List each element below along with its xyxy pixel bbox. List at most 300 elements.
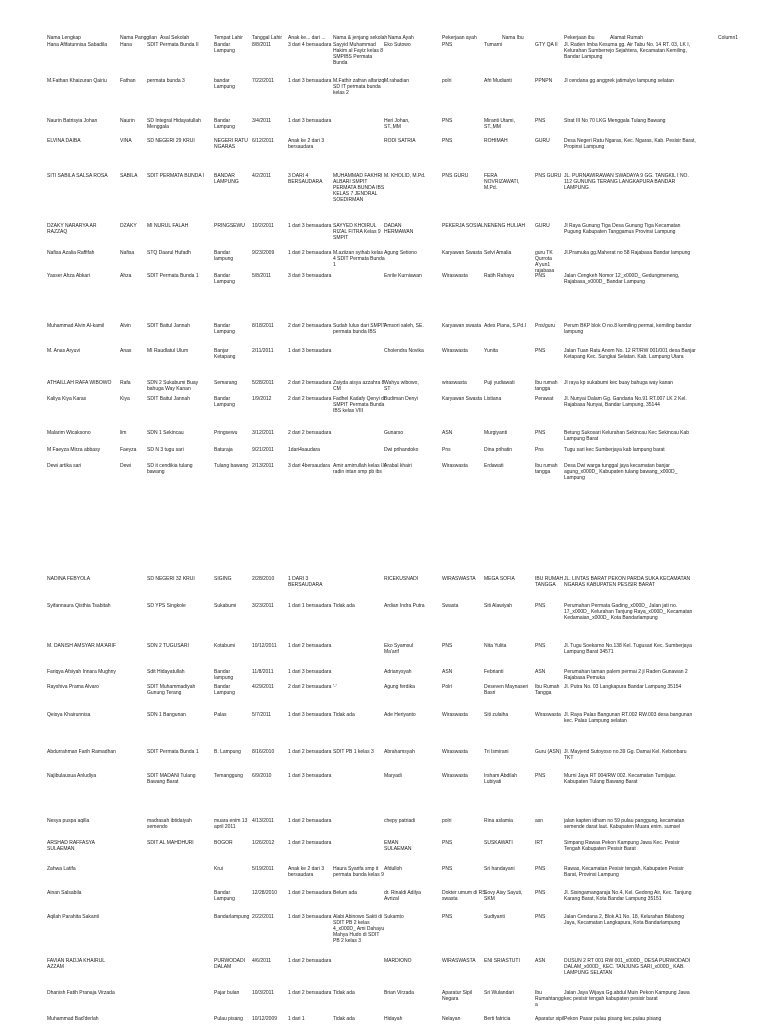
cell-alamat-rumah: Tugu sari kec Sumberjaya kab lampung barat	[564, 447, 665, 453]
cell-anak-ke: 1 dari 3 bersaudara	[288, 118, 332, 124]
cell-tanggal-lahir: 1/26/2012	[252, 840, 275, 846]
cell-nama-panggilan: Rafa	[120, 380, 131, 386]
cell-nama-lengkap: M. Anas Aryuvi	[47, 348, 81, 354]
cell-tempat-lahir: Pringsewu	[214, 430, 238, 436]
cell-pekerjaan-ibu: GTY QA II	[535, 42, 558, 48]
cell-asal-sekolah: SDN 2 Sukabumi Buay bahuga Way Kanan	[147, 380, 199, 392]
cell-anak-ke: 1 dari 3 bersaudara	[288, 348, 332, 354]
cell-tanggal-lahir: 2/28/2010	[252, 576, 275, 582]
cell-asal-sekolah: STQ Daarul Hufadh	[147, 250, 191, 256]
cell-anak-ke: 3 DARI 4 BERSAUDARA	[288, 173, 323, 185]
cell-alamat-rumah: Jalan Cendana 2, Blok A1 No. 18, Kelurahan Bilabong Jaya, Kecamatan Langkapura, Kota Bandarlampung	[564, 914, 685, 926]
cell-nama-lengkap: M Faeyza Mirza abbasy	[47, 447, 101, 453]
cell-pekerjaan-ibu: PNS	[535, 914, 546, 920]
cell-asal-sekolah: SDIT Baitul Jannah	[147, 396, 190, 402]
cell-tempat-lahir: Semarang	[214, 380, 238, 386]
cell-asal-sekolah: SDN 1 Sekincau	[147, 430, 184, 436]
cell-nama-ibu: FERA NOVRIZAWATI, M.Pd.	[484, 173, 520, 191]
cell-asal-sekolah: SD Integral Hidayatullah Menggala	[147, 118, 201, 130]
cell-tempat-lahir: BOGOR	[214, 840, 233, 846]
cell-asal-sekolah: SDN 1 Bangunan	[147, 712, 186, 718]
cell-pekerjaan-ibu: PPNPN	[535, 78, 553, 84]
cell-pekerjaan-ayah: Karyawan Swasta	[442, 396, 483, 402]
cell-pekerjaan-ayah: Swasta	[442, 603, 459, 609]
cell-saudara: Sudah lulus dari SMPIT permata bunda IBS	[333, 323, 386, 335]
cell-pekerjaan-ibu: PNS	[535, 773, 546, 779]
cell-nama-ayah: MARDIONO	[384, 958, 412, 964]
cell-pekerjaan-ibu: ASN	[535, 958, 546, 964]
cell-saudara: Fadhel Kadafy Qenyi di SMPIT Permata Bunda IBS kelas VIII	[333, 396, 385, 414]
cell-tempat-lahir: Temanggung	[214, 773, 243, 779]
cell-nama-ibu: Tumarni	[484, 42, 503, 48]
cell-pekerjaan-ayah: Wiraswasta	[442, 463, 468, 469]
cell-pekerjaan-ibu: IBU RUMAH TANGGA	[535, 576, 564, 588]
cell-alamat-rumah: Jl raya kp sukabumi kec buay bahuga way kanan	[564, 380, 673, 386]
cell-nama-ayah: Adrianysyah	[384, 669, 412, 675]
cell-anak-ke: 1 dari 2 bersaudara	[288, 990, 332, 996]
header-pekerjaan-ibu: Pekerjaan ibu	[564, 35, 595, 41]
cell-nama-ayah: M.rahadian	[384, 78, 410, 84]
cell-pekerjaan-ayah: ASN	[442, 669, 453, 675]
cell-nama-ibu: Sovy Aisy Sayuti, SKM	[484, 890, 523, 902]
cell-nama-ibu: Yunita	[484, 348, 498, 354]
cell-nama-ibu: Selvi Amalia	[484, 250, 512, 256]
cell-nama-lengkap: Yasser Ahza Abkari	[47, 273, 90, 279]
cell-saudara: SDIT PB 1 kelas 3	[333, 749, 374, 755]
cell-tempat-lahir: PURWODADI DALAM	[214, 958, 246, 970]
cell-nama-panggilan: Faeyza	[120, 447, 137, 453]
cell-tanggal-lahir: 2/13/2011	[252, 463, 274, 469]
cell-nama-ibu: ROHIMAH	[484, 138, 508, 144]
header-nama-ayah: Nama Ayah	[388, 35, 414, 41]
cell-tanggal-lahir: 10/12/2009	[252, 1016, 278, 1022]
cell-nama-lengkap: Fariqya Afsiyah Innara Mughny	[47, 669, 116, 675]
cell-saudara: Tidak ada	[333, 1016, 355, 1022]
header-column1: Column1	[718, 35, 739, 41]
cell-alamat-rumah: Murni Jaya RT 004/RW 002. Kecamatan Tumijajar. Kabupaten Tulang Bawang Barat	[564, 773, 677, 785]
cell-pekerjaan-ibu: Pns	[535, 447, 544, 453]
cell-nama-ayah: Maryadi	[384, 773, 402, 779]
cell-nama-ayah: Agung Setiono	[384, 250, 417, 256]
cell-asal-sekolah: SDIT Permata Bunda II	[147, 42, 199, 48]
cell-alamat-rumah: Perumahan taman palem permai 2 jl Raden Gunawan 2 Rajabasa Pemuka	[564, 669, 688, 681]
cell-nama-ayah: Heri Johan, ST.,MM	[384, 118, 410, 130]
cell-pekerjaan-ayah: PNS	[442, 42, 453, 48]
cell-pekerjaan-ayah: polri	[442, 818, 452, 824]
cell-nama-panggilan: Nafisa	[120, 250, 135, 256]
cell-anak-ke: 1 dari 2 bersaudara	[288, 250, 332, 256]
cell-tempat-lahir: Bandar lampung	[214, 669, 234, 681]
cell-nama-ayah: Wahyu wibowo, ST	[384, 380, 419, 392]
cell-tempat-lahir: Palas	[214, 712, 227, 718]
header-tanggal-lahir: Tanggal Lahir	[252, 35, 283, 41]
cell-anak-ke: 3 dari 4 bersaudara	[288, 42, 332, 48]
cell-nama-ibu: Erdawati	[484, 463, 504, 469]
cell-tempat-lahir: Pulau pisang	[214, 1016, 243, 1022]
cell-tanggal-lahir: 3/4/2011	[252, 118, 272, 124]
cell-alamat-rumah: Jalan Jaya Wijaya Gg.abdul Muin Pekon Kampung Jawa kec pesisir tengah kabupaten pesisir barat	[564, 990, 690, 1002]
cell-nama-lengkap: DZAKY NARARYA AR RAZZAQ	[47, 223, 97, 235]
cell-pekerjaan-ayah: Wiraswasta	[442, 273, 468, 279]
cell-nama-lengkap: M.Fathan Khaizuran Qairiu	[47, 78, 107, 84]
cell-anak-ke: 1 dari 2 bersaudara	[288, 749, 332, 755]
cell-saudara: MUHAMMAD FAKHRI ALBARI SMPIT PERMATA BUNDA IBS KELAS 7 JENDRAL SOEDIRMAN	[333, 173, 385, 203]
cell-anak-ke: 1 dari 2 bersaudara	[288, 643, 332, 649]
cell-pekerjaan-ayah: PNS	[442, 914, 453, 920]
cell-nama-ibu: Sri Wulandari	[484, 990, 514, 996]
cell-pekerjaan-ayah: PNS	[442, 643, 453, 649]
cell-nama-ibu: Irsham Abdilah Lubiyati	[484, 773, 518, 785]
cell-nama-ayah: Ade Heriyanto	[384, 712, 416, 718]
cell-pekerjaan-ibu: PNS GURU	[535, 173, 562, 179]
cell-nama-lengkap: Syifannaura Qisthia Tsabitah	[47, 603, 111, 609]
cell-tempat-lahir: B. Lampung	[214, 749, 241, 755]
cell-nama-ibu: Febrianti	[484, 669, 504, 675]
cell-pekerjaan-ibu: PNS	[535, 118, 546, 124]
cell-alamat-rumah: Strat III No 70 LKG Menggala Tulang Bawang	[564, 118, 666, 124]
cell-pekerjaan-ayah: Wiraswasta	[442, 348, 468, 354]
cell-tanggal-lahir: 2/11/2011	[252, 348, 274, 354]
cell-tanggal-lahir: 9/21/2011	[252, 447, 274, 453]
header-pekerjaan-ayah: Pekerjaan ayah	[442, 35, 477, 41]
cell-pekerjaan-ibu: PNS	[535, 348, 546, 354]
cell-alamat-rumah: JL. PURNAWIRAWAN SWADAYA 9 GG. TANGKIL I NO. 112 GUNUNG TERANG LANGKAPURA BANDAR LAMPUNG	[564, 173, 689, 191]
cell-anak-ke: 2 dari 2 bersaudara	[288, 323, 332, 329]
cell-nama-lengkap: Muhammad Alvin Al-kamil	[47, 323, 105, 329]
cell-nama-panggilan: Anas	[120, 348, 132, 354]
cell-pekerjaan-ayah: Karyawan swasta	[442, 323, 482, 329]
cell-nama-panggilan: lim	[120, 430, 127, 436]
cell-nama-ayah: Abrahamsyah	[384, 749, 415, 755]
cell-alamat-rumah: Jl. Sisingamangaraja No.4, Kel. Gedong Air, Kec. Tanjung Karang Barat, Kota Bandar Lampung 35151	[564, 890, 692, 902]
cell-nama-ayah: RICEKUSNADI	[384, 576, 419, 582]
cell-nama-panggilan: SABILA	[120, 173, 138, 179]
cell-pekerjaan-ayah: PNS GURU	[442, 173, 469, 179]
cell-nama-lengkap: SITI SABILA SALSA ROSA	[47, 173, 108, 179]
cell-pekerjaan-ayah: Polri	[442, 684, 453, 690]
cell-asal-sekolah: SDIT Muhammadiyah Gunung Terang	[147, 684, 196, 696]
cell-pekerjaan-ibu: GURU	[535, 138, 550, 144]
cell-nama-ibu: ENI SRIASTUTI	[484, 958, 520, 964]
cell-nama-ayah: DADAN HERMAWAN	[384, 223, 414, 235]
cell-alamat-rumah: Jl. Raya Palas Bangunan RT.002 RW.003 desa bangunan kec. Palas Lampung selatan	[564, 712, 693, 724]
cell-anak-ke: 1 dari 1	[288, 1016, 305, 1022]
cell-nama-ibu: SUSKAWATI	[484, 840, 513, 846]
cell-nama-ayah: Sukamto	[384, 914, 404, 920]
cell-nama-lengkap: ATHAILLAH RAFA WIBOWO	[47, 380, 112, 386]
cell-anak-ke: 1 dari 1 bersaudara	[288, 603, 332, 609]
cell-tanggal-lahir: 4/13/2011	[252, 818, 274, 824]
cell-anak-ke: 1 dari 2 bersaudara	[288, 890, 332, 896]
cell-asal-sekolah: SDIT Baitul Jannah	[147, 323, 190, 329]
cell-pekerjaan-ayah: PNS	[442, 866, 453, 872]
cell-anak-ke: 1 dari 3 bersaudara	[288, 773, 332, 779]
cell-nama-panggilan: Ahza	[120, 273, 132, 279]
cell-nama-panggilan: Fathan	[120, 78, 136, 84]
cell-alamat-rumah: Perumahan Permata Gading_x000D_ Jalan jati no. 17_x000D_ Kelurahan Tanjung Raya_x000D_ Kecamatan Kedamaian_x000D_ Kota Bandarlampung	[564, 603, 693, 621]
cell-pekerjaan-ayah: Nelayan	[442, 1016, 461, 1022]
cell-pekerjaan-ayah: ASN	[442, 430, 453, 436]
cell-tempat-lahir: Bandar Lampung	[214, 890, 235, 902]
cell-pekerjaan-ibu: Guru (ASN)	[535, 749, 562, 755]
cell-nama-lengkap: Rayshiva Prama Alvaro	[47, 684, 99, 690]
cell-saudara: Zaiyda aisya azzahra 8 CM	[333, 380, 385, 392]
cell-anak-ke: 2 dari 2 bersaudara	[288, 684, 332, 690]
cell-tempat-lahir: Krui	[214, 866, 223, 872]
cell-pekerjaan-ibu: Ibu rumah tangga	[535, 463, 558, 475]
cell-pekerjaan-ayah: WIRASWASTA	[442, 576, 476, 582]
cell-anak-ke: 2 dari 2 bersaudara	[288, 396, 332, 402]
cell-asal-sekolah: SD NEGERI 32 KRUI	[147, 576, 195, 582]
cell-nama-ibu: Berti fatricia	[484, 1016, 511, 1022]
header-saudara: Nama & jenjang sekolah	[333, 35, 388, 41]
cell-pekerjaan-ayah: polri	[442, 78, 452, 84]
cell-tempat-lahir: Tulang bawang	[214, 463, 249, 469]
cell-tempat-lahir: Bandar Lampung	[214, 396, 235, 408]
cell-tempat-lahir: Bandar Lampung	[214, 684, 235, 696]
cell-nama-lengkap: Hana Afifatunnisa Sabadila	[47, 42, 108, 48]
cell-alamat-rumah: Pekon Pasar pulau pisang kec.pulau pisang	[564, 1016, 662, 1022]
cell-tempat-lahir: Baturaja	[214, 447, 233, 453]
cell-saudara: Tidak ada	[333, 712, 355, 718]
cell-nama-ibu: Siti Alawiyah	[484, 603, 513, 609]
cell-pekerjaan-ibu: Ibu Rumahtangga	[535, 990, 564, 1008]
header-asal-sekolah: Asal Sekolah	[160, 35, 190, 41]
cell-alamat-rumah: Jalan Cengkeh Nomor 12_x000D_ Gedungmeneng, Rajabasa_x000D_ Bandar Lampung	[564, 273, 680, 285]
cell-alamat-rumah: Rawas, Kecamatan Pesisir tengah, Kabupaten Pesisir Barat, Provinsi Lampung	[564, 866, 684, 878]
cell-tanggal-lahir: 5/28/2011	[252, 380, 274, 386]
cell-alamat-rumah: Jl Raya Gunung Tiga Desa Gunung Tiga Kecamatan Pugung Kabupaten Tanggamus Provinsi Lampung	[564, 223, 681, 235]
cell-tempat-lahir: Sukabumi	[214, 603, 237, 609]
cell-anak-ke: Anak ke 2 dari 3 bersaudara	[288, 866, 325, 878]
cell-anak-ke: 1dari4saudara	[288, 447, 320, 453]
cell-tempat-lahir: Bandar Lampung	[214, 273, 235, 285]
cell-alamat-rumah: Betung Sukosari Kelurahan Sekincau Kec Sekincau Kab Lampung Barat	[564, 430, 690, 442]
cell-tempat-lahir: muara enim 13 april 2011	[214, 818, 248, 830]
cell-alamat-rumah: Jl. Raden Imba Kesuma gg. Air Tabu No. 14 RT. 03, LK I, Kelurahan Sumberrejo Sejahtera, Kecamatan Kemiling, Bandar Lampung	[564, 42, 690, 60]
cell-alamat-rumah: Perum BKP blok O no.8 kemiling permai, kemiling bandar lampung	[564, 323, 692, 335]
cell-pekerjaan-ayah: wiraswasta	[442, 380, 467, 386]
cell-asal-sekolah: MI Raudlatul Ulum	[147, 348, 189, 354]
cell-saudara: SAYYED KHOIRUL RIZAL FITRA Kelas 9 SMPIT	[333, 223, 381, 241]
cell-anak-ke: 2 dari 2 bersaudara	[288, 430, 332, 436]
cell-alamat-rumah: JL. LINTAS BARAT PEKON PARDA SUKA KECAMATAN NGARAS KABUPATEN PESISIR BARAT	[564, 576, 691, 588]
cell-saudara: M.Fathir zafran alfarizqi SD IT permata bunda kelas 2	[333, 78, 386, 96]
cell-anak-ke: 3 dari 4bersaudara	[288, 463, 330, 469]
cell-anak-ke: 1 dari 2 bersaudara	[288, 958, 332, 964]
cell-pekerjaan-ibu: PNS	[535, 603, 546, 609]
cell-nama-ibu: Tri Ismirani	[484, 749, 509, 755]
cell-saudara: Belum ada	[333, 890, 357, 896]
cell-anak-ke: 3 dari 3 bersaudara	[288, 273, 332, 279]
cell-tanggal-lahir: 5/8/2011	[252, 273, 272, 279]
cell-pekerjaan-ibu: PNS	[535, 866, 546, 872]
cell-pekerjaan-ibu: PNS	[535, 430, 546, 436]
cell-tanggal-lahir: 11/8/2011	[252, 669, 274, 675]
cell-nama-ibu: Ades Piana, S.Pd.I	[484, 323, 526, 329]
cell-alamat-rumah: Jl. Tugu Soekarno No.138 Kel. Tugusari Kec. Sumberjaya Lampung Barat 34571	[564, 643, 692, 655]
cell-pekerjaan-ibu: GURU	[535, 223, 550, 229]
cell-tanggal-lahir: 5/19/2011	[252, 866, 274, 872]
cell-nama-ayah: Enrile Kurniawan	[384, 273, 422, 279]
cell-asal-sekolah: SD N 3 tugu sari	[147, 447, 184, 453]
cell-tanggal-lahir: 5/7/2011	[252, 712, 272, 718]
cell-asal-sekolah: SDIT Permata Bunda 1	[147, 749, 199, 755]
cell-tempat-lahir: Bandar Lampung	[214, 118, 235, 130]
cell-nama-panggilan: Dewi	[120, 463, 132, 469]
cell-nama-ibu: Deseven Maynaseri Basri	[484, 684, 529, 696]
cell-nama-ayah: EMAN SULAEMAN	[384, 840, 412, 852]
cell-pekerjaan-ayah: Dokter umum di RS swasta	[442, 890, 486, 902]
cell-pekerjaan-ayah: PNS	[442, 840, 453, 846]
cell-asal-sekolah: Sdit Hidayatullah	[147, 669, 185, 675]
cell-asal-sekolah: madrasah ibtidaiyah semendo	[147, 818, 192, 830]
cell-nama-panggilan: Naurin	[120, 118, 135, 124]
cell-nama-ibu: Siti zulaiha	[484, 712, 509, 718]
cell-nama-lengkap: Zahwa Latifa	[47, 866, 76, 872]
cell-nama-panggilan: VINA	[120, 138, 132, 144]
cell-pekerjaan-ayah: Pns	[442, 447, 451, 453]
cell-tempat-lahir: SIGING	[214, 576, 232, 582]
cell-nama-ayah: Gunarso	[384, 430, 404, 436]
cell-saudara: Amir amirrullah kelas IX radin intan smp pb ibs	[333, 463, 386, 475]
cell-saudara: '-'	[333, 684, 337, 690]
cell-nama-lengkap: M. DANISH AMSYAR MA'ARIF	[47, 643, 116, 649]
cell-pekerjaan-ibu: Ibu rumah tangga	[535, 380, 558, 392]
cell-pekerjaan-ayah: WIRASWASTA	[442, 958, 476, 964]
cell-pekerjaan-ibu: asn	[535, 818, 544, 824]
cell-anak-ke: 1 dari 3 bersaudara	[288, 914, 332, 920]
cell-tanggal-lahir: 8/16/2010	[252, 749, 275, 755]
cell-tanggal-lahir: 10/12/2011	[252, 643, 277, 649]
cell-pekerjaan-ibu: Wiraswasta	[535, 712, 561, 718]
cell-nama-ayah: Agung ferdika	[384, 684, 415, 690]
cell-nama-panggilan: Kiya	[120, 396, 130, 402]
cell-anak-ke: 1 dari 3 bersaudara	[288, 669, 332, 675]
cell-nama-lengkap: FAVIAN RADJA KHAIRUL AZZAM	[47, 958, 105, 970]
cell-tanggal-lahir: 4/29/2011	[252, 684, 274, 690]
cell-pekerjaan-ibu: ASN	[535, 669, 546, 675]
cell-anak-ke: Anak ke 2 dari 3 bersaudara	[288, 138, 325, 150]
cell-nama-lengkap: Kaliya Kiya Karas	[47, 396, 87, 402]
cell-nama-lengkap: Najibulausua Anludiya	[47, 773, 97, 779]
cell-asal-sekolah: SDN 2 TUGUSARI	[147, 643, 189, 649]
cell-nama-lengkap: ARSHAD RAFFASYA SULAEMAN	[47, 840, 95, 852]
cell-saudara: M.aziizan syihab kelas 4 SDIT Permata Bunda 1	[333, 250, 385, 268]
cell-alamat-rumah: Desa Negeri Ratu Ngaras, Kec. Ngaras, Kab. Pesisir Barat, Propinsi Lampung	[564, 138, 696, 150]
cell-tempat-lahir: bandar Lampung	[214, 78, 235, 90]
cell-tempat-lahir: Bandar Lampung	[214, 323, 235, 335]
cell-saudara: Sayyid Muhammad Hakim al Fayiz kelas 8 SMPIBS Permata Bunda	[333, 42, 384, 66]
cell-nama-panggilan: DZAKY	[120, 223, 137, 229]
cell-nama-ibu: Puji yudiawati	[484, 380, 515, 386]
cell-nama-lengkap: Muhammad Bad'derlah	[47, 1016, 99, 1022]
cell-alamat-rumah: Jl. Mayjend Sutoyoso no.39 Gg. Damai Kel. Kebonbaru TKT	[564, 749, 687, 761]
cell-nama-ayah: Afdulloh	[384, 866, 403, 872]
cell-tanggal-lahir: 2/22/2011	[252, 914, 274, 920]
cell-nama-ibu: Listiana	[484, 396, 502, 402]
cell-anak-ke: 1 dari 2 bersaudara	[288, 818, 332, 824]
cell-tempat-lahir: PRINGSEWU	[214, 223, 245, 229]
cell-asal-sekolah: MI NURUL FALAH	[147, 223, 189, 229]
cell-pekerjaan-ayah: PNS	[442, 118, 453, 124]
cell-tanggal-lahir: 4/6/2011	[252, 958, 272, 964]
cell-saudara: Tidak ada	[333, 990, 355, 996]
header-nama-lengkap: Nama Lengkap	[47, 35, 81, 41]
cell-tempat-lahir: Bandar Lampung	[214, 42, 235, 54]
cell-pekerjaan-ibu: Ibu Rumah Tangga	[535, 684, 560, 696]
cell-anak-ke: 1 DARI 3 BERSAUDARA	[288, 576, 323, 588]
cell-tanggal-lahir: 6/9/2010	[252, 773, 272, 779]
cell-nama-lengkap: Dhanish Fatih Pranaja Virzada	[47, 990, 115, 996]
cell-nama-ibu: Dina prihatin	[484, 447, 513, 453]
cell-pekerjaan-ibu: Perawat	[535, 396, 554, 402]
cell-nama-ayah: M. KHOLID, M.Pd.	[384, 173, 426, 179]
cell-nama-ibu: Rina aslamia	[484, 818, 513, 824]
cell-alamat-rumah: Jl.Pramuka gg.Maherat no 58 Rajabasa Bandar lampung	[564, 250, 691, 256]
cell-nama-ayah: Amsori saleh, SE.	[384, 323, 424, 329]
header-anak-ke: Anak ke... dari ...	[288, 35, 326, 41]
cell-asal-sekolah: SDIT MADANI Tulang Bawang Barat	[147, 773, 196, 785]
cell-asal-sekolah: SD it cendikia tulang bawang	[147, 463, 193, 475]
cell-nama-ayah: chepy patriadi	[384, 818, 416, 824]
cell-nama-lengkap: Dewi artika sari	[47, 463, 82, 469]
cell-asal-sekolah: SDIT PERMATA BUNDA I	[147, 173, 205, 179]
cell-pekerjaan-ibu: guru TK Qurrota A'yun1 rajabasa	[535, 250, 555, 274]
cell-alamat-rumah: Jalan Tuan Ratu Anom No. 12 RT/RW 001/001 desa Banjar Ketapang Kec. Sungkai Selatan. Kab. Lampung Utara	[564, 348, 696, 360]
cell-tanggal-lahir: 3/23/2011	[252, 603, 274, 609]
cell-pekerjaan-ayah: Wiraswasta	[442, 773, 468, 779]
cell-nama-ayah: Dwi prihandoko	[384, 447, 419, 453]
cell-saudara: Haura Syarifa smp it permata bunda kelas 9	[333, 866, 384, 878]
cell-nama-lengkap: Qeisya Khairunnisa	[47, 712, 91, 718]
cell-asal-sekolah: SD NEGERI 29 KRUI	[147, 138, 195, 144]
cell-nama-lengkap: Nafisa Azalia Raffifah	[47, 250, 95, 256]
cell-pekerjaan-ibu: Pns/guru	[535, 323, 556, 329]
cell-saudara: Alabi Abinowo Sakti di SDIT PB 2 kelas 4_x000D_ Ami Dahayu Mahya Hudo di SDIT PB 2 kelas 3	[333, 914, 385, 944]
cell-nama-ayah: Ardian Indra Putra	[384, 603, 425, 609]
cell-pekerjaan-ayah: Karyawan Swasta	[442, 250, 483, 256]
cell-nama-ayah: RODI SATRIA	[384, 138, 416, 144]
cell-tanggal-lahir: 10/2/2011	[252, 223, 274, 229]
cell-tempat-lahir: Kotabumi	[214, 643, 236, 649]
cell-tanggal-lahir: 3/12/2011	[252, 430, 274, 436]
cell-alamat-rumah: DUSUN 2 RT 001 RW 001_x000D_ DESA PURWODADI DALAM_x000D_ KEC. TANJUNG SARI_x000D_ KAB. LAMPUNG SELATAN	[564, 958, 691, 976]
cell-tanggal-lahir: 1/9/2012	[252, 396, 272, 402]
cell-alamat-rumah: Jl. Putra No. 03 Langkapura Bandar Lampung 35154	[564, 684, 682, 690]
cell-asal-sekolah: permata bunda 3	[147, 78, 185, 84]
cell-tanggal-lahir: 9/23/2009	[252, 250, 275, 256]
cell-tanggal-lahir: 6/12/2011	[252, 138, 274, 144]
cell-anak-ke: 1 dari 2 bersaudara	[288, 840, 332, 846]
cell-nama-ibu: Nita Yulita	[484, 643, 507, 649]
cell-alamat-rumah: Jl. Nunyai Dalam Gg. Gandaria No.91 RT.007 LK 2 Kel. Rajabasa Nunyai, Bandar Lampung, 35144	[564, 396, 687, 408]
cell-pekerjaan-ayah: Wiraswasta	[442, 712, 468, 718]
cell-nama-ayah: Budiman Denyi	[384, 396, 418, 402]
cell-tanggal-lahir: 12/28/2010	[252, 890, 278, 896]
cell-nama-lengkap: Ainan Salsabila	[47, 890, 82, 896]
cell-nama-lengkap: Nesya puspa aqilla	[47, 818, 90, 824]
cell-anak-ke: 1 dari 3 bersaudara	[288, 223, 332, 229]
cell-nama-ayah: Cholendra Novika	[384, 348, 424, 354]
cell-nama-panggilan: Alvin	[120, 323, 131, 329]
header-nama-ibu: Nama Ibu	[502, 35, 524, 41]
cell-nama-ibu: Ratih Rahayu	[484, 273, 515, 279]
cell-nama-ayah: Eko Syamsul Ma'arif	[384, 643, 414, 655]
cell-anak-ke: 2 dari 2 bersaudara	[288, 380, 332, 386]
cell-tanggal-lahir: 7/22/2011	[252, 78, 274, 84]
cell-nama-ibu: Afri Mudianti	[484, 78, 512, 84]
